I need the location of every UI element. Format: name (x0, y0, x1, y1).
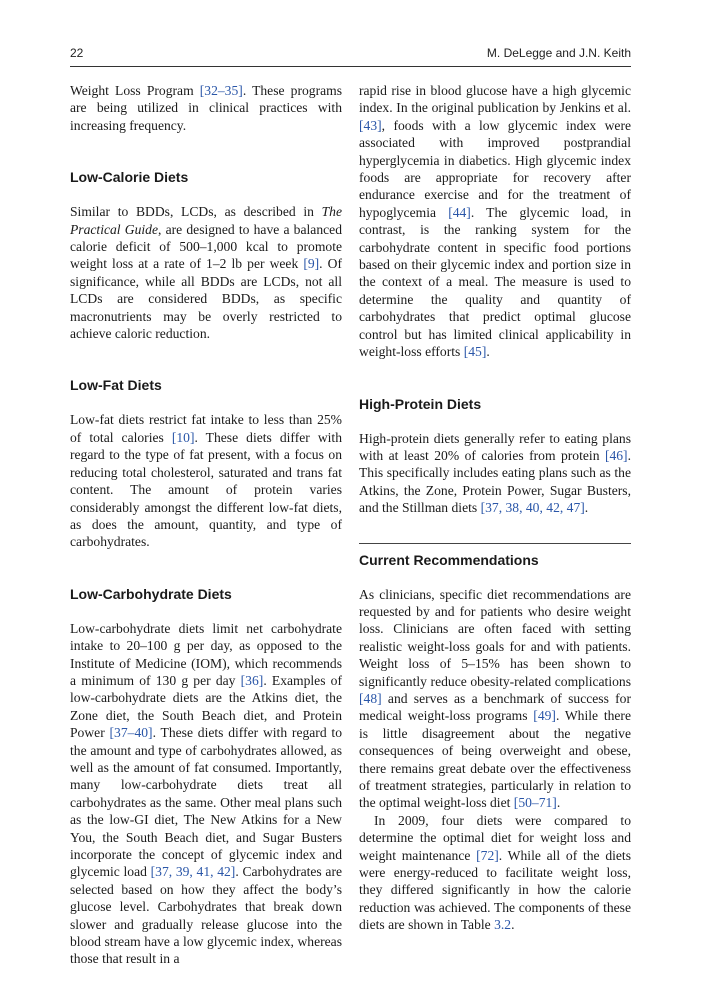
paragraph: High-protein diets generally refer to eating plans with at least 20% of calories from protein [46]. This specifically includes eating plans such as the Atkins, the Zone, Protein Power, Sugar Busters, and the Stillman diets [37, 38, 40, 42, 47]. (359, 430, 631, 516)
left-column (70, 82, 342, 968)
citation-link[interactable]: [49] (533, 708, 556, 724)
section-heading-low-carbohydrate: Low-Carbohydrate Diets (70, 585, 232, 602)
paragraph: Similar to BDDs, LCDs, as described in The Practical Guide, are designed to have a balanced calorie deficit of 500–1,000 kcal to promote weight loss at a rate of 1–2 lb per week [9]. Of significance, while all BDDs are LCDs, not all LCDs are considered BDDs, as specific macronutrients may be overly restricted to achieve caloric reduction. (70, 204, 342, 342)
paragraph: rapid rise in blood glucose have a high glycemic index. In the original publication by Jenkins et al. [43], foods with a low glycemic index were associated with improved postprandial hyperglycemia in diabetics. High glycemic index foods are appropriate for recovery after endurance exercise and for the treatment of hypoglycemia [44]. The glycemic load, in contrast, is the ranking system for the carbohydrate content in specific food portions based on their glycemic index and portion size in the context of a meal. The measure is used to determine the quality and quantity of carbohydrates that predict optimal glucose control but has limited clinical applicability in weight-loss efforts [45]. (359, 83, 631, 360)
section-heading-low-calorie: Low-Calorie Diets (70, 169, 189, 186)
section-heading-low-fat: Low-Fat Diets (70, 377, 162, 394)
section-heading-current-recommendations: Current Recommendations (359, 551, 539, 568)
section-heading-high-protein: High-Protein Diets (359, 395, 482, 412)
citation-link[interactable]: [36] (240, 672, 264, 688)
citation-link[interactable]: [43] (359, 117, 382, 133)
citation-link[interactable]: [32–35] (199, 83, 243, 98)
citation-link[interactable]: [37, 39, 41, 42] (150, 864, 236, 880)
citation-link[interactable]: [46] (604, 447, 628, 463)
citation-link[interactable]: [9] (303, 256, 320, 272)
running-header (70, 46, 631, 64)
paragraph: Low-fat diets restrict fat intake to less than 25% of total calories [10]. These diets differ with regard to the type of fat present, with a focus on reducing total cholesterol, saturated and trans fat content. The amount of protein varies considerably amongst the different low-fat diets, as does the amount, quantity, and type of carbohydrates. (70, 412, 342, 550)
citation-link[interactable]: [72] (476, 847, 499, 863)
citation-link[interactable]: [37–40] (109, 725, 153, 741)
citation-link[interactable]: [44] (448, 204, 471, 220)
running-head-authors: M. DeLegge and J.N. Keith (486, 46, 631, 60)
citation-link[interactable]: [50–71] (513, 795, 557, 811)
page-number: 22 (70, 46, 84, 60)
paragraph: Low-carbohydrate diets limit net carbohydrate intake to 20–100 g per day, as opposed to the Institute of Medicine (IOM), which recommends a minimum of 130 g per day [36]. Examples of low-carbohydrate diets are the Atkins diet, the Zone diet, the South Beach diet, and Protein Power [37–40]. These diets differ with regard to the amount and type of carbohydrates allowed, as well as the amount of fat consumed. Importantly, many low-carbohydrate diets treat all carbohydrates as the same. Other meal plans such as the low-GI diet, The New Atkins for a New You, the South Beach diet, and Sugar Busters incorporate the concept of glycemic index and glycemic load [37, 39, 41, 42]. Carbohydrates are selected based on how they affect the body’s glucose level. Carbohydrates that break down slower and gradually release glucose into the blood stream have a low glycemic index, whereas those that result in a (70, 620, 342, 967)
italic-title: The Practical Guide (70, 204, 342, 237)
citation-link[interactable]: 3.2 (494, 917, 512, 933)
citation-link[interactable]: [10] (171, 429, 195, 445)
paragraph: As clinicians, specific diet recommendations are requested by and for patients who desire weight loss. Clinicians are often faced with setting realistic weight-loss goals for and with patients. Weight loss of 5–15% has been shown to significantly reduce obesity-related complications [48] and serves as a benchmark of success for medical weight-loss programs [49]. While there is little disagreement about the negative consequences of being overweight and obese, there remains great debate over the effectiveness of treatment strategies, particularly in relation to the optimal weight-loss diet [50–71]. (359, 586, 631, 811)
paragraph: In 2009, four diets were compared to determine the optimal diet for weight loss and weight maintenance [72]. While all of the diets were energy-reduced to facilitate weight loss, they differed significantly in how the calorie reduction was achieved. The components of these diets are shown in Table 3.2. (359, 812, 631, 933)
citation-link[interactable]: [45] (463, 344, 487, 360)
right-column (359, 82, 631, 934)
citation-link[interactable]: [48] (359, 690, 382, 706)
citation-link[interactable]: [37, 38, 40, 42, 47] (480, 500, 585, 516)
header-rule (70, 66, 631, 67)
paragraph: Weight Loss Program [32–35]. These programs are being utilized in clinical practices with increasing frequency. (70, 83, 342, 133)
